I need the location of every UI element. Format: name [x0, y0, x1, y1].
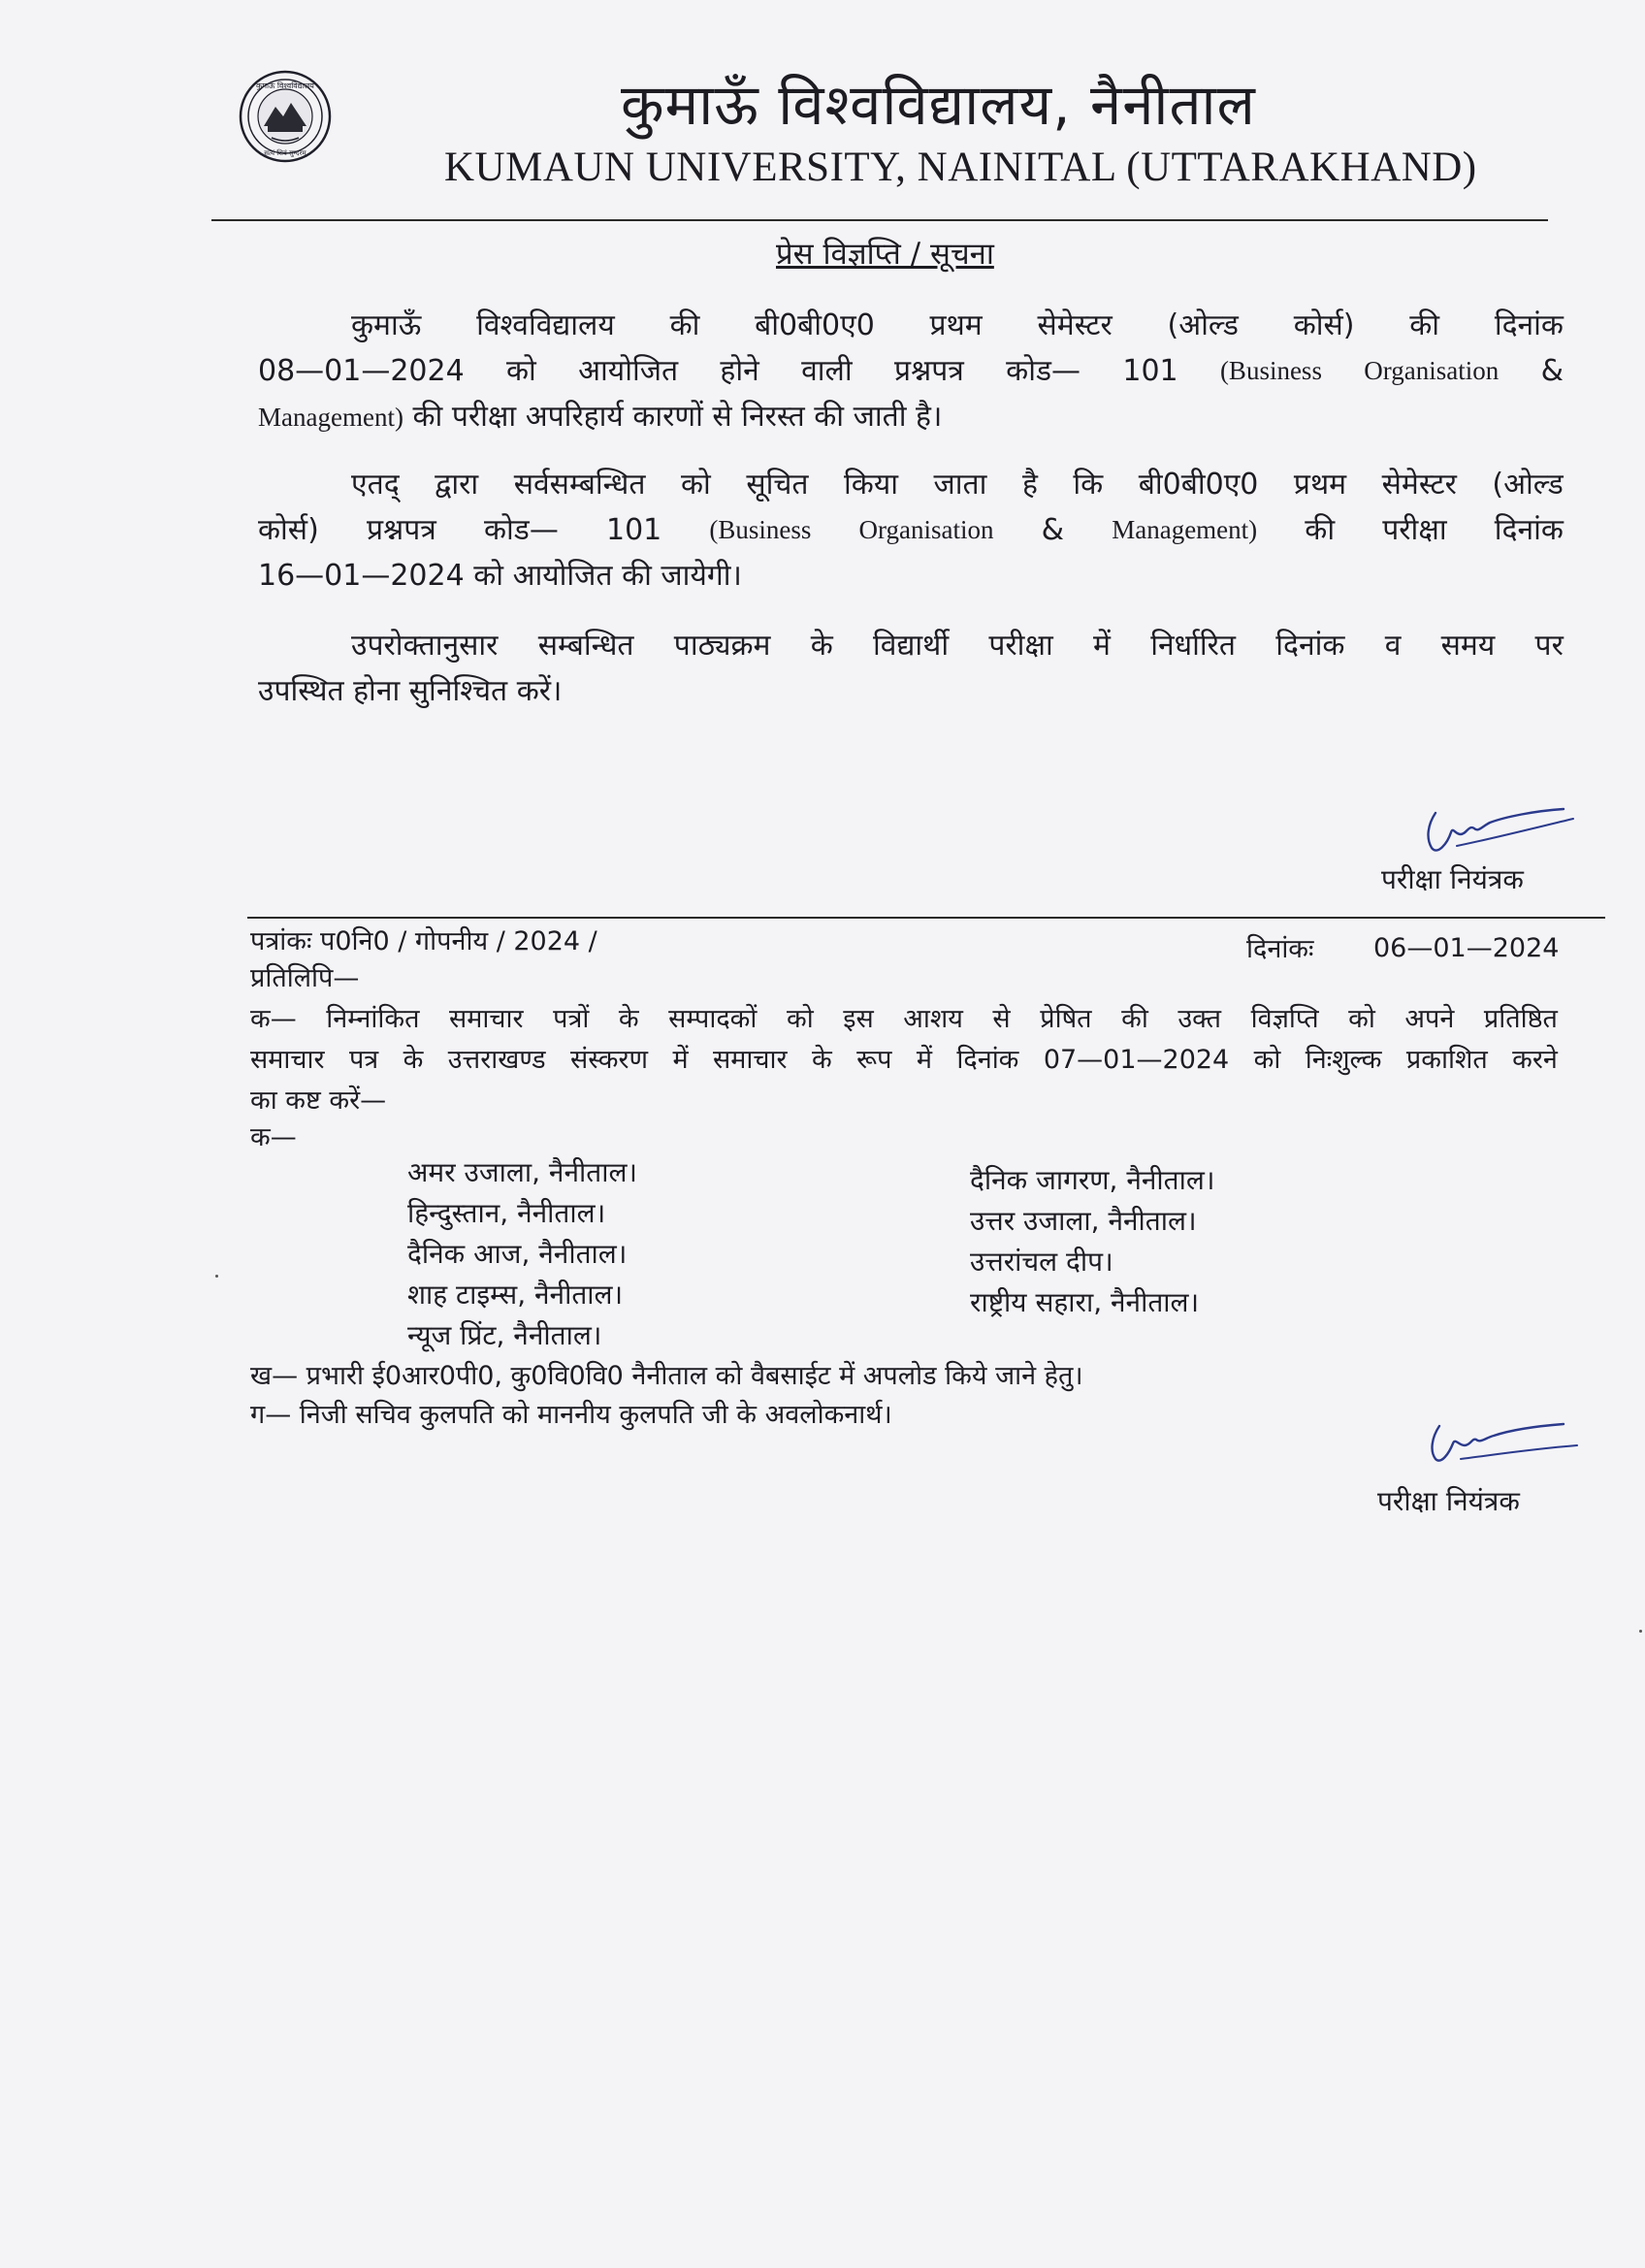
word: प्रथम	[1293, 468, 1347, 502]
list-item: शाह टाइम्स, नैनीताल।	[407, 1279, 624, 1311]
newspaper-list-right	[970, 1160, 1215, 1323]
word: 101	[1122, 354, 1178, 388]
word: परीक्षा	[988, 629, 1053, 663]
word: किया	[844, 468, 899, 502]
word: Organisation	[858, 515, 994, 544]
word: में	[672, 1045, 689, 1075]
word: निर्धारित	[1150, 629, 1236, 663]
word: प्रतिष्ठित	[1483, 1004, 1558, 1034]
word: विश्वविद्यालय	[476, 308, 615, 342]
word: परीक्षा	[1382, 513, 1447, 547]
word: के	[618, 1004, 639, 1034]
word: विज्ञप्ति	[1250, 1004, 1319, 1034]
notice-paragraph-1	[258, 303, 1564, 440]
word: प्रकाशित	[1405, 1045, 1488, 1075]
word: Management)	[1112, 515, 1258, 544]
word: कुमाऊँ	[351, 308, 422, 342]
word: क—	[250, 1004, 297, 1034]
word: पत्र	[348, 1045, 379, 1075]
word: के	[403, 1045, 424, 1075]
word: निःशुल्क	[1305, 1045, 1382, 1075]
signatory-designation: परीक्षा नियंत्रक	[1377, 1485, 1520, 1517]
word: दिनांक	[1494, 308, 1564, 342]
list-item: दैनिक जागरण, नैनीताल।	[970, 1164, 1215, 1196]
university-name-hindi: कुमाऊँ विश्वविद्यालय, नैनीताल	[621, 72, 1256, 138]
word: को	[1253, 1045, 1281, 1075]
word: के	[810, 629, 833, 663]
copy-line	[250, 1040, 1558, 1081]
word: बी0बी0ए0	[755, 308, 875, 342]
word: की	[669, 308, 700, 342]
word: समय	[1440, 629, 1496, 663]
word: Organisation	[1364, 356, 1500, 385]
word: में	[916, 1045, 932, 1075]
word: सम्पादकों	[668, 1004, 758, 1034]
newspaper-list-left	[407, 1152, 637, 1356]
list-item: उत्तरांचल दीप।	[970, 1246, 1113, 1278]
text-run: Management)	[258, 403, 403, 432]
word: को	[506, 354, 536, 388]
word: &	[1041, 513, 1065, 547]
notice-paragraph-3	[258, 623, 1564, 714]
notice-paragraph-2	[258, 462, 1564, 599]
word: सेमेस्टर	[1037, 308, 1113, 342]
word: 08—01—2024	[258, 354, 465, 388]
word: बी0बी0ए0	[1138, 468, 1259, 502]
copy-line	[250, 999, 1558, 1040]
word: वाली	[801, 354, 853, 388]
word: पर	[1534, 629, 1564, 663]
word: है	[1021, 468, 1038, 502]
handwritten-signature-icon	[1418, 1416, 1583, 1474]
list-item: न्यूज प्रिंट, नैनीताल।	[407, 1319, 602, 1351]
paragraph-line	[258, 348, 1564, 394]
word: के	[811, 1045, 832, 1075]
copy-label: प्रतिलिपि—	[250, 963, 360, 993]
reference-number: पत्रांकः प0नि0 / गोपनीय / 2024 /	[250, 926, 597, 956]
word: आयोजित	[578, 354, 679, 388]
list-item: अमर उजाला, नैनीताल।	[407, 1156, 638, 1188]
word: इस	[843, 1004, 874, 1034]
word: की	[1409, 308, 1440, 342]
text-run: 16—01—2024 को आयोजित की जायेगी।	[258, 559, 742, 593]
word: की	[1121, 1004, 1148, 1034]
word: रूप	[856, 1045, 892, 1075]
paragraph-line	[258, 553, 1564, 599]
word: दिनांक	[956, 1045, 1019, 1075]
word: को	[1348, 1004, 1375, 1034]
svg-text:कुमाऊँ विश्वविद्यालय: कुमाऊँ विश्वविद्यालय	[256, 81, 314, 90]
word: करने	[1512, 1045, 1558, 1075]
word: को	[680, 468, 711, 502]
paragraph-line	[258, 507, 1564, 553]
word: निम्नांकित	[326, 1004, 420, 1034]
word: कोर्स)	[1293, 308, 1355, 342]
footer-divider	[247, 917, 1605, 919]
word: विद्यार्थी	[873, 629, 950, 663]
word: कि	[1073, 468, 1104, 502]
word: कोर्स)	[258, 513, 319, 547]
word: दिनांक	[1494, 513, 1564, 547]
notice-heading: प्रेस विज्ञप्ति / सूचना	[776, 237, 994, 272]
word: (ओल्ड	[1167, 308, 1239, 342]
word: समाचार	[713, 1045, 788, 1075]
svg-text:सत्यं शिवं सुन्दरम्: सत्यं शिवं सुन्दरम्	[264, 149, 306, 157]
word: होने	[720, 354, 759, 388]
word: सूचित	[746, 468, 809, 502]
word: कोड—	[483, 513, 559, 547]
list-item: दैनिक आज, नैनीताल।	[407, 1238, 628, 1270]
word: समाचार	[449, 1004, 524, 1034]
list-item: हिन्दुस्तान, नैनीताल।	[407, 1197, 606, 1229]
word: &	[1540, 354, 1564, 388]
word: (ओल्ड	[1492, 468, 1564, 502]
word: कोड—	[1006, 354, 1081, 388]
date-label: दिनांकः	[1246, 934, 1314, 964]
word: सर्वसम्बन्धित	[513, 468, 646, 502]
list-item: राष्ट्रीय सहारा, नैनीताल।	[970, 1286, 1200, 1318]
text-run: की परीक्षा अपरिहार्य कारणों से निरस्त की जाती है।	[403, 400, 943, 434]
university-name-english: KUMAUN UNIVERSITY, NAINITAL (UTTARAKHAND)	[444, 145, 1477, 190]
scan-speck	[215, 1275, 218, 1278]
word: प्रश्नपत्र	[366, 513, 436, 547]
word: 101	[605, 513, 662, 547]
word: सम्बन्धित	[537, 629, 634, 663]
word: प्रेषित	[1040, 1004, 1092, 1034]
word: एतद्	[351, 468, 400, 502]
text-run: उपस्थित होना सुनिश्चित करें।	[258, 674, 563, 708]
university-seal-icon	[239, 70, 332, 163]
date-value: 06—01—2024	[1373, 933, 1560, 963]
word: 07—01—2024	[1043, 1045, 1230, 1075]
word: अपने	[1404, 1004, 1455, 1034]
word: व	[1384, 629, 1402, 663]
copy-sub-ka: क—	[250, 1122, 297, 1152]
word: प्रश्नपत्र	[893, 354, 964, 388]
header-divider	[211, 219, 1548, 221]
word: उक्त	[1177, 1004, 1222, 1034]
paragraph-line	[258, 394, 1564, 440]
word: (Business	[709, 515, 812, 544]
word: संस्करण	[570, 1045, 649, 1075]
word: उत्तराखण्ड	[447, 1045, 546, 1075]
word: जाता	[933, 468, 987, 502]
list-item: उत्तर उजाला, नैनीताल।	[970, 1205, 1197, 1237]
paragraph-line	[258, 668, 1564, 714]
word: (Business	[1219, 356, 1322, 385]
paragraph-line	[258, 462, 1564, 507]
copy-item-ka	[250, 999, 1558, 1121]
paragraph-line	[258, 303, 1564, 348]
word: समाचार	[250, 1045, 325, 1075]
copy-item-kha: ख— प्रभारी ई0आर0पी0, कु0वि0वि0 नैनीताल को वैबसाईट में अपलोड किये जाने हेतु।	[250, 1361, 1083, 1391]
word: पाठ्यक्रम	[673, 629, 771, 663]
text-run: का कष्ट करें—	[250, 1085, 387, 1116]
word: आशय	[903, 1004, 963, 1034]
word: से	[992, 1004, 1011, 1034]
word: दिनांक	[1275, 629, 1345, 663]
copy-item-ga: ग— निजी सचिव कुलपति को माननीय कुलपति जी के अवलोकनार्थ।	[250, 1400, 892, 1430]
word: द्वारा	[435, 468, 479, 502]
copy-line	[250, 1081, 1558, 1121]
word: सेमेस्टर	[1381, 468, 1457, 502]
word: पत्रों	[553, 1004, 590, 1034]
paragraph-line	[258, 623, 1564, 668]
handwritten-signature-icon	[1418, 805, 1583, 863]
word: में	[1093, 629, 1111, 663]
word: उपरोक्तानुसार	[351, 629, 499, 663]
signatory-designation: परीक्षा नियंत्रक	[1381, 863, 1524, 895]
word: को	[786, 1004, 814, 1034]
word: प्रथम	[929, 308, 983, 342]
scan-speck	[1639, 1630, 1642, 1633]
word: की	[1305, 513, 1336, 547]
